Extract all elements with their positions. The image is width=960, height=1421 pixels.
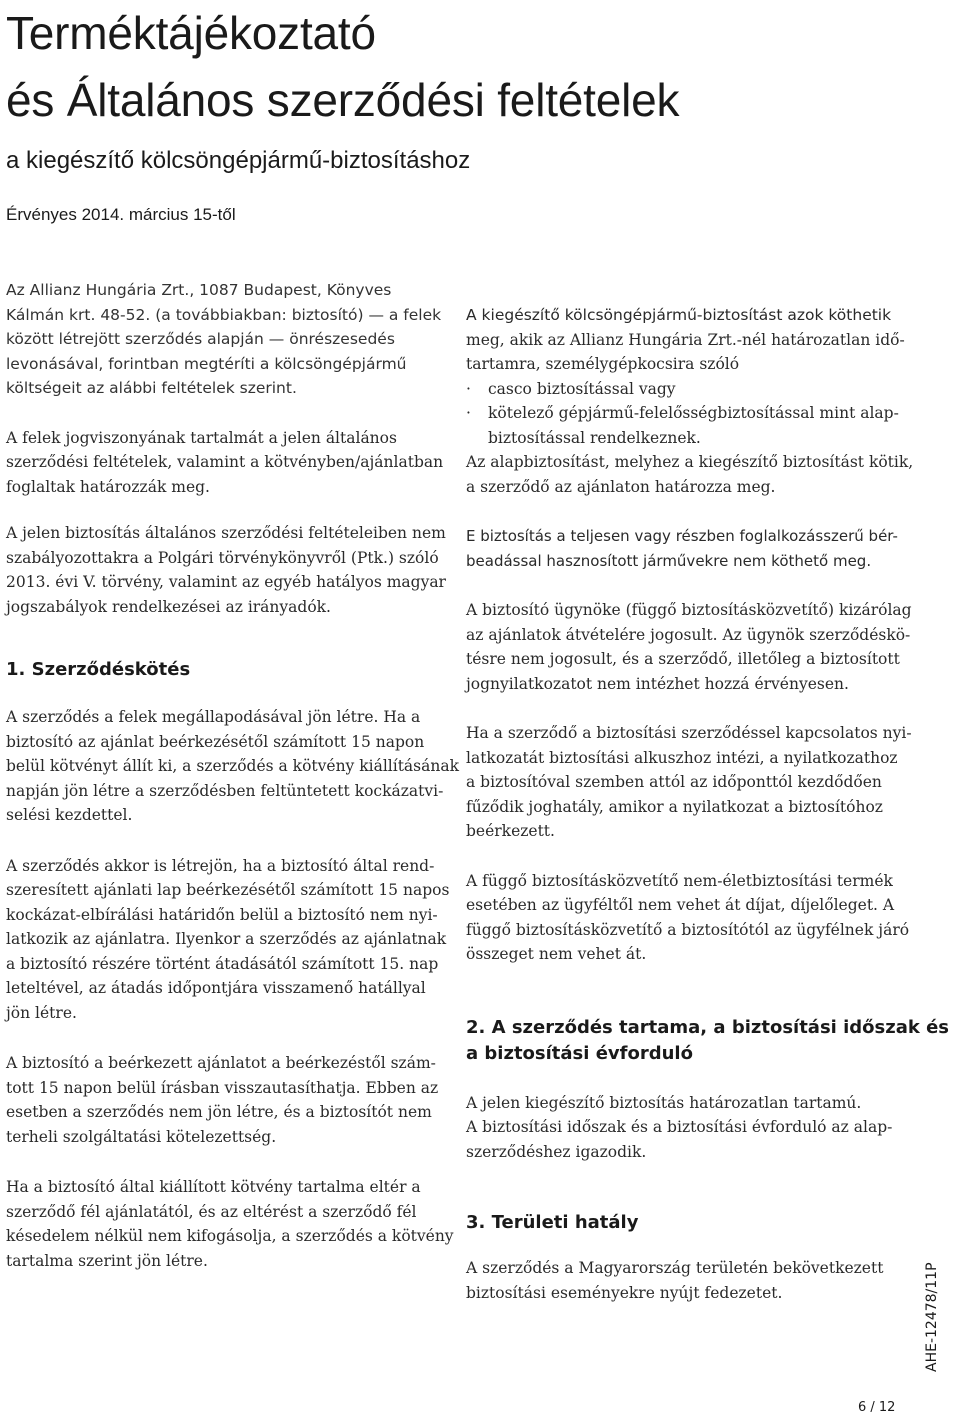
document-code: AHE-12478/11P — [924, 1262, 940, 1372]
text-line: Kálmán krt. 48-52. (a továbbiakban: biztosító) — a felek — [6, 305, 442, 324]
text-line: szerződő fél ajánlatától, és az eltérést a szerződő fél — [6, 1202, 417, 1221]
paragraph — [466, 1091, 896, 1165]
text-line: esetében az ügyféltől nem vehet át díjat, díjelőleget. A — [466, 896, 895, 914]
text-line: függő biztosításközvetítő a biztosítótól az ügyfélnek járó — [466, 920, 910, 939]
text-line: terheli szolgáltatási kötelezettség. — [6, 1127, 277, 1146]
text-line: Ha a biztosító által kiállított kötvény tartalma eltér a — [6, 1178, 421, 1196]
text-line: A függő biztosításközvetítő nem-életbiztosítási termék — [466, 871, 893, 890]
text-line: A biztosítási időszak és a biztosítási évforduló az alap- — [466, 1118, 893, 1136]
paragraph — [466, 721, 912, 844]
section-heading-1: 1. Szerződéskötés — [6, 659, 191, 680]
section-heading-2 — [466, 1015, 950, 1067]
text-line: fűződik joghatály, amikor a nyilatkozat a biztosítóhoz — [466, 797, 883, 816]
text-line: A biztosító ügynöke (függő biztosításközvetítő) kizárólag — [466, 601, 912, 619]
text-line: A felek jogviszonyának tartalmát a jelen általános — [6, 428, 397, 447]
document-subtitle: a kiegészítő kölcsöngépjármű-biztosításhoz — [6, 147, 471, 174]
document-title — [6, 0, 679, 134]
paragraph — [6, 426, 444, 500]
text-line: tott 15 napon belül írásban visszautasíthatja. Ebben az — [6, 1078, 439, 1097]
text-line: levonásával, forintban megtéríti a kölcsöngépjármű — [6, 354, 407, 373]
heading-line: 2. A szerződés tartama, a biztosítási időszak és — [466, 1016, 950, 1038]
text-line: a szerződő az ajánlaton határozza meg. — [466, 477, 776, 496]
bullet-text: kötelező gépjármű-felelősségbiztosítással mint alap- — [488, 404, 899, 422]
bullet-item — [466, 401, 899, 426]
text-line: költségeit az alábbi feltételek szerint. — [6, 379, 297, 397]
text-line: latkozatát biztosítási alkuszhoz intézi, a nyilatkozathoz — [466, 748, 898, 767]
text-line: a biztosítóval szemben attól az időponttól kezdődően — [466, 773, 882, 791]
text-line: a biztosító részére történt átadásától számított 15. nap — [6, 954, 439, 973]
text-line: A szerződés a felek megállapodásával jön létre. Ha a — [6, 708, 421, 726]
text-line: összeget nem vehet át. — [466, 945, 647, 963]
text-line: tartalma szerint jön létre. — [6, 1251, 208, 1270]
bullet-marker: · — [466, 379, 471, 398]
bullet-text: casco biztosítással vagy — [488, 379, 676, 398]
left-column — [6, 278, 459, 1298]
paragraph — [6, 854, 450, 1026]
text-line: beadással hasznosított járművekre nem köthető meg. — [466, 551, 872, 570]
text-line: jön létre. — [6, 1003, 77, 1022]
text-line: A jelen biztosítás általános szerződési feltételeiben nem — [6, 524, 446, 542]
text-line: szeresített ajánlati lap beérkezésétől számított 15 napos — [6, 881, 450, 899]
text-line: selési kezdettel. — [6, 806, 133, 824]
text-line: az ajánlatok átvételére jogosult. Az ügynök szerződéskö- — [466, 625, 911, 644]
text-line: 2013. évi V. törvény, valamint az egyéb hatályos magyar — [6, 573, 446, 591]
paragraph — [6, 1051, 441, 1149]
text-line: latkozik az ajánlatra. Ilyenkor a szerződés az ajánlatnak — [6, 930, 447, 948]
text-line: Ha a szerződő a biztosítási szerződéssel kapcsolatos nyi- — [466, 724, 912, 742]
text-line: A kiegészítő kölcsöngépjármű-biztosítást azok köthetik — [466, 306, 892, 324]
text-line: E biztosítás a teljesen vagy részben foglalkozásszerű bér- — [466, 527, 898, 545]
paragraph — [466, 1256, 896, 1305]
text-line: A szerződés akkor is létrejön, ha a biztosító által rend- — [6, 856, 435, 875]
paragraph — [466, 598, 912, 696]
eligibility-paragraph — [466, 303, 914, 499]
text-line: között létrejött szerződés alapján — önrészesedés — [6, 330, 395, 348]
text-line: A biztosító a beérkezett ajánlatot a beérkezéstől szám- — [6, 1054, 436, 1072]
paragraph — [466, 869, 910, 967]
text-line: késedelem nélkül nem kifogásolja, a szerződés a kötvény — [6, 1227, 454, 1245]
paragraph — [6, 521, 446, 619]
text-line: foglaltak határozzák meg. — [6, 477, 210, 496]
intro-paragraph — [6, 278, 441, 401]
paragraph — [6, 1175, 454, 1273]
text-line: tésre nem jogosult, és a szerződő, illetőleg a biztosított — [466, 650, 900, 668]
text-line: kockázat-elbírálási határidőn belül a biztosító nem nyi- — [6, 905, 438, 924]
bullet-marker: · — [466, 404, 471, 422]
title-line-2: és Általános szerződési feltételek — [6, 74, 680, 126]
text-line: meg, akik az Allianz Hungária Zrt.-nél határozatlan idő- — [466, 330, 905, 349]
text-line: beérkezett. — [466, 822, 555, 840]
text-line: Az Allianz Hungária Zrt., 1087 Budapest, Könyves — [6, 281, 392, 299]
text-line: szabályozottakra a Polgári törvénykönyvről (Ptk.) szóló — [6, 548, 439, 567]
text-line: esetben a szerződés nem jön létre, és a biztosítót nem — [6, 1103, 432, 1121]
section-heading-3: 3. Területi hatály — [466, 1212, 639, 1233]
text-line: A jelen kiegészítő biztosítás határozatlan tartamú. — [466, 1093, 862, 1112]
text-line: jognyilatkozatot nem intézhet hozzá érvényesen. — [466, 674, 849, 693]
exclusion-paragraph — [466, 524, 896, 573]
bullet-item — [466, 377, 896, 402]
page-number: 6 / 12 — [858, 1400, 896, 1415]
text-line: Az alapbiztosítást, melyhez a kiegészítő biztosítást kötik, — [466, 453, 914, 471]
text-line: belül kötvényt állít ki, a szerződés a kötvény kiállításának — [6, 757, 459, 775]
paragraph — [6, 705, 459, 828]
text-line: leteltével, az átadás időpontjára visszamenő hatállyal — [6, 979, 426, 997]
text-line: napján jön létre a szerződésben feltüntetett kockázatvi- — [6, 781, 444, 800]
text-line: A szerződés a Magyarország területén bekövetkezett — [466, 1259, 884, 1277]
text-line: biztosítással rendelkeznek. — [488, 428, 701, 447]
text-line: szerződési feltételek, valamint a kötvényben/ajánlatban — [6, 453, 444, 471]
heading-line: a biztosítási évforduló — [466, 1042, 693, 1064]
text-line: tartamra, személygépkocsira szóló — [466, 355, 740, 373]
validity-date: Érvényes 2014. március 15-től — [6, 205, 236, 224]
text-line: jogszabályok rendelkezései az irányadók. — [6, 597, 331, 616]
text-line: szerződéshez igazodik. — [466, 1142, 647, 1161]
title-line-1: Terméktájékoztató — [6, 7, 376, 59]
text-line: biztosító az ajánlat beérkezésétől számított 15 napon — [6, 732, 425, 751]
text-line: biztosítási eseményekre nyújt fedezetet. — [466, 1283, 783, 1302]
